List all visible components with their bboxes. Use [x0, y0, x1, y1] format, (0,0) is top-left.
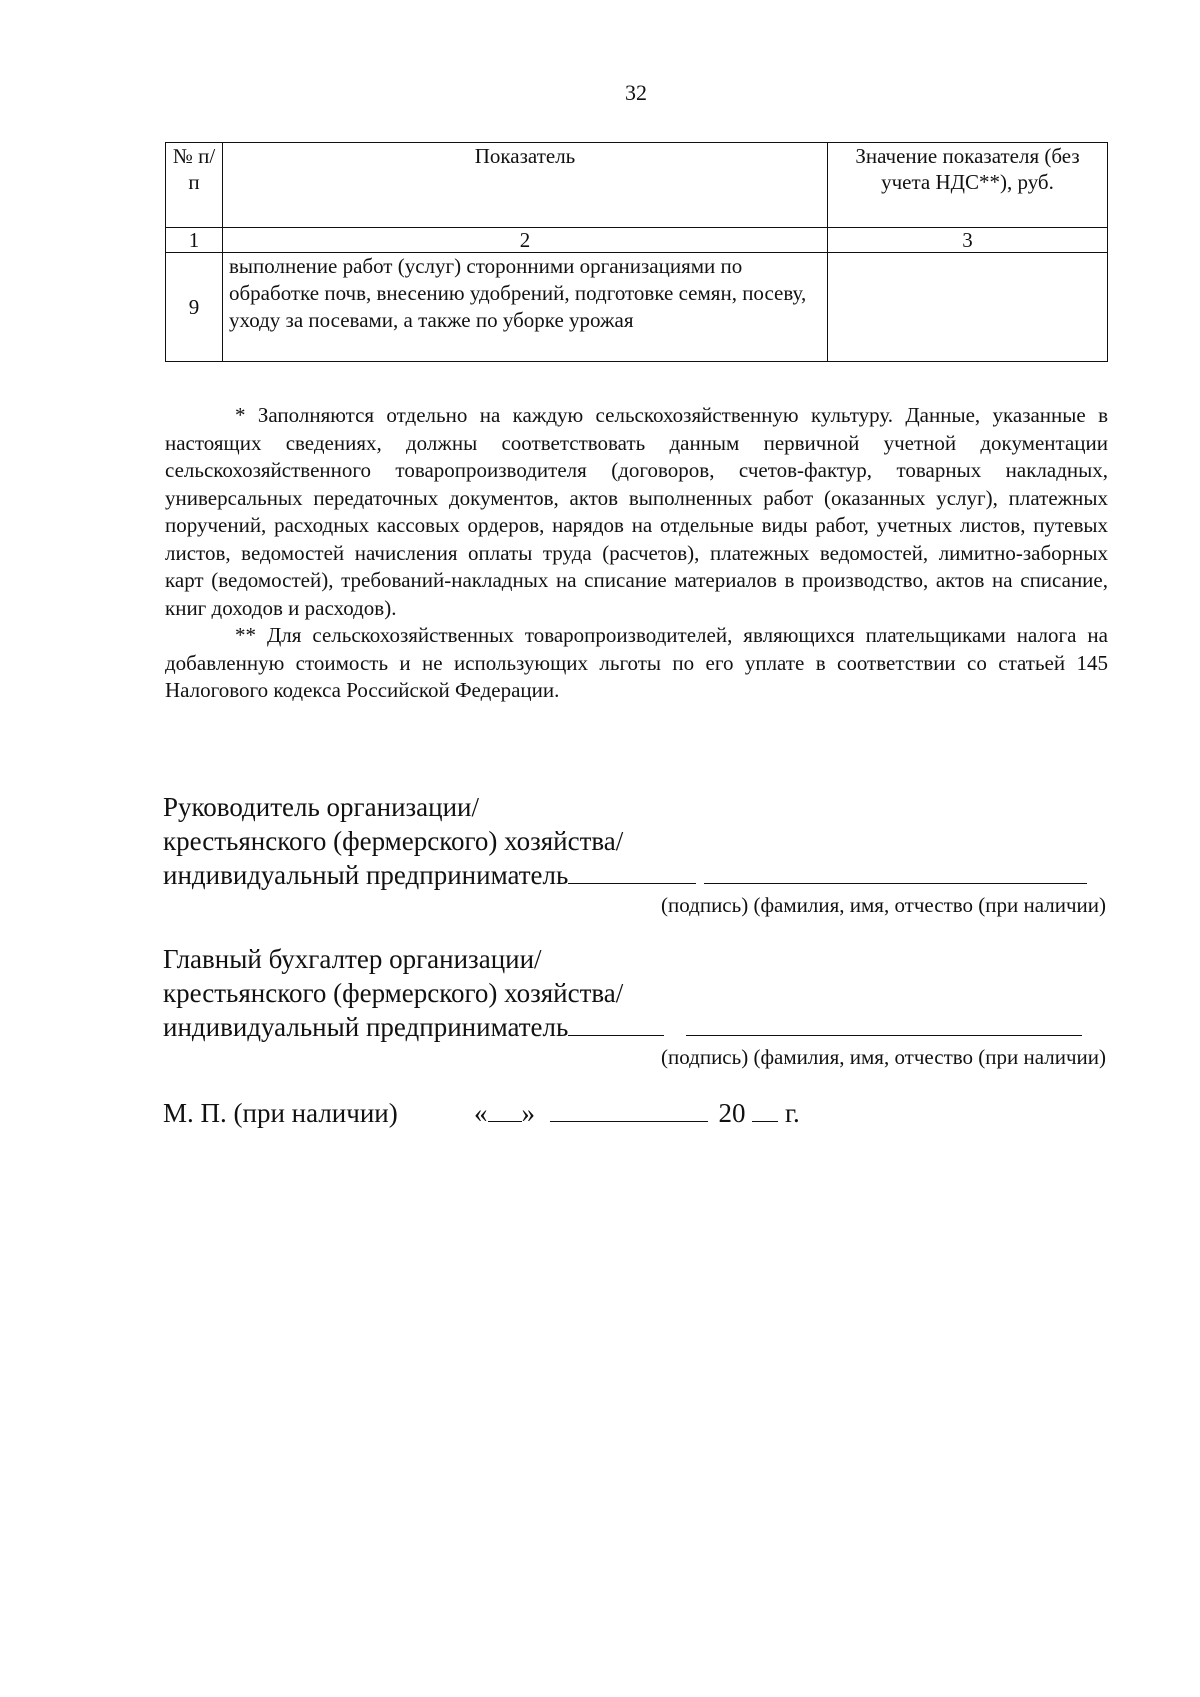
accountant-signature-block: [163, 942, 1082, 1044]
head-title-line-1: Руководитель организации/: [163, 792, 480, 822]
accountant-signature-field[interactable]: [568, 1034, 664, 1036]
table-header-row: [166, 143, 1108, 228]
footnotes: [165, 402, 1108, 705]
accountant-title-line-3: [163, 1010, 1082, 1044]
date-day-field[interactable]: [488, 1120, 522, 1122]
accountant-fullname-field[interactable]: [686, 1034, 1082, 1036]
row-value: [828, 253, 1108, 362]
indicators-table: [165, 142, 1108, 362]
head-signature-caption: (подпись) (фамилия, имя, отчество (при наличии): [661, 893, 1106, 917]
page-number: 32: [625, 80, 647, 105]
footnote-1: * Заполняются отдельно на каждую сельскохозяйственную культуру. Данные, указанные в настоящих сведениях, должны соответствовать данным первичной учетной документации сельскохозяйственного товаропроизводителя (договоров, счетов-фактур, товарных накладных, универсальных передаточных документов, актов выполненных работ (оказанных услуг), платежных поручений, расходных кассовых ордеров, нарядов на отдельные виды работ, учетных листов, путевых листов, ведомостей начисления оплаты труда (расчетов), платежных ведомостей, лимитно-заборных карт (ведомостей), требований-накладных на списание материалов в производство, актов на списание, книг доходов и расходов).: [165, 403, 1108, 620]
date-year-prefix: 20: [718, 1098, 746, 1128]
header-indicator: Показатель: [223, 143, 828, 228]
header-num: № п/п: [166, 143, 223, 228]
footnote-2: ** Для сельскохозяйственных товаропроизводителей, являющихся плательщиками налога на добавленную стоимость и не использующих льготы по его уплате в соответствии со статьей 145 Налогового кодекса Российской Федерации.: [165, 623, 1108, 702]
accountant-signature-caption: (подпись) (фамилия, имя, отчество (при наличии): [661, 1045, 1106, 1069]
date-line: [474, 1098, 800, 1129]
stamp-label: М. П. (при наличии): [163, 1098, 398, 1128]
head-fullname-field[interactable]: [704, 882, 1087, 884]
column-number: 2: [223, 228, 828, 253]
header-value: Значение показателя (без учета НДС**), руб.: [828, 143, 1108, 228]
head-title-line-3-text: индивидуальный предприниматель: [163, 860, 569, 890]
column-number: 3: [828, 228, 1108, 253]
date-month-field[interactable]: [550, 1120, 708, 1122]
head-title-line-2: крестьянского (фермерского) хозяйства/: [163, 826, 624, 856]
row-indicator: выполнение работ (услуг) сторонними организациями по обработке почв, внесению удобрений, подготовке семян, посеву, уходу за посевами, а также по уборке урожая: [223, 253, 828, 362]
head-title-line-3: [163, 858, 1087, 892]
column-number: 1: [166, 228, 223, 253]
table-row: [166, 253, 1108, 362]
accountant-title-line-3-text: индивидуальный предприниматель: [163, 1012, 569, 1042]
column-numbers-row: [166, 228, 1108, 253]
date-open-quote: «: [474, 1098, 488, 1128]
date-close-quote: »: [521, 1098, 535, 1128]
date-year-suffix: г.: [785, 1098, 800, 1128]
head-signature-block: [163, 790, 1087, 892]
head-signature-field[interactable]: [568, 882, 696, 884]
accountant-title-line-1: Главный бухгалтер организации/: [163, 944, 542, 974]
accountant-title-line-2: крестьянского (фермерского) хозяйства/: [163, 978, 624, 1008]
row-number: 9: [166, 253, 223, 362]
date-year-field[interactable]: [752, 1120, 778, 1122]
